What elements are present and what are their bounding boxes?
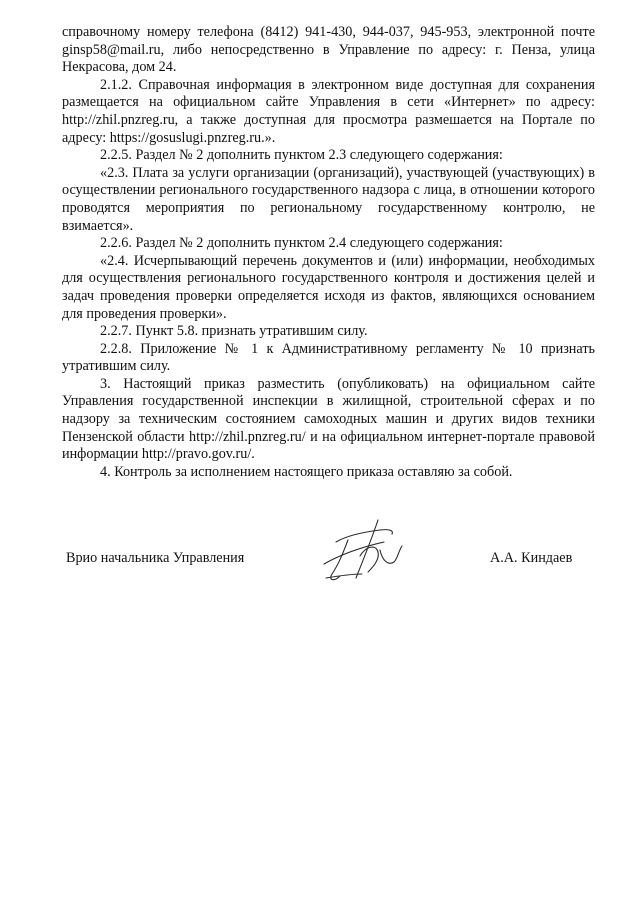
signatory-title: Врио начальника Управления	[66, 550, 245, 566]
paragraph-2-2-7: 2.2.7. Пункт 5.8. признать утратившим силу.	[100, 323, 368, 340]
signature-block	[0, 546, 640, 606]
document-body	[62, 24, 595, 481]
paragraph-contacts-continued: справочному номеру телефона (8412) 941-430, 944-037, 945-953, электронной почте ginsp58@mail.ru, либо непосредственно в Управление по адресу: г. Пенза, улица Некрасова, дом 24.	[62, 24, 595, 76]
paragraph-2-1-2: 2.1.2. Справочная информация в электронном виде доступная для сохранения размещается на официальном сайте Управления в сети «Интернет» по адресу: http://zhil.pnzreg.ru, а также доступная для просмотра размешается на Портале по адресу: https://gosuslugi.pnzreg.ru.».	[62, 76, 595, 146]
paragraph-2-2-8: 2.2.8. Приложение № 1 к Административному регламенту № 10 признать утратившим силу.	[62, 340, 595, 375]
paragraph-2-2-5: 2.2.5. Раздел № 2 дополнить пунктом 2.3 следующего содержания:	[100, 147, 503, 164]
handwritten-signature	[318, 516, 418, 596]
paragraph-4: 4. Контроль за исполнением настоящего приказа оставляю за собой.	[100, 463, 513, 480]
paragraph-2-4-quote: «2.4. Исчерпывающий перечень документов и (или) информации, необходимых для осуществления регионального государственного контроля и достижения целей и задач проведения проверки определяется исходя из фактов, являющихся основанием для проведения проверки».	[62, 252, 595, 322]
signatory-name: А.А. Киндаев	[490, 550, 573, 566]
paragraph-3: 3. Настоящий приказ разместить (опубликовать) на официальном сайте Управления государственной инспекции в жилищной, строительной сферах и по надзору за техническим состоянием самоходных машин и других видов техники Пензенской области http://zhil.pnzreg.ru/ и на официальном интернет-портале правовой информации http://pravo.gov.ru/.	[62, 375, 595, 463]
paragraph-2-3-quote: «2.3. Плата за услуги организации (организаций), участвующей (участвующих) в осуществлении регионального государственного надзора с лица, в отношении которого проводятся мероприятия по региональному государственному контролю, не взимается».	[62, 164, 595, 234]
paragraph-2-2-6: 2.2.6. Раздел № 2 дополнить пунктом 2.4 следующего содержания:	[100, 235, 503, 252]
